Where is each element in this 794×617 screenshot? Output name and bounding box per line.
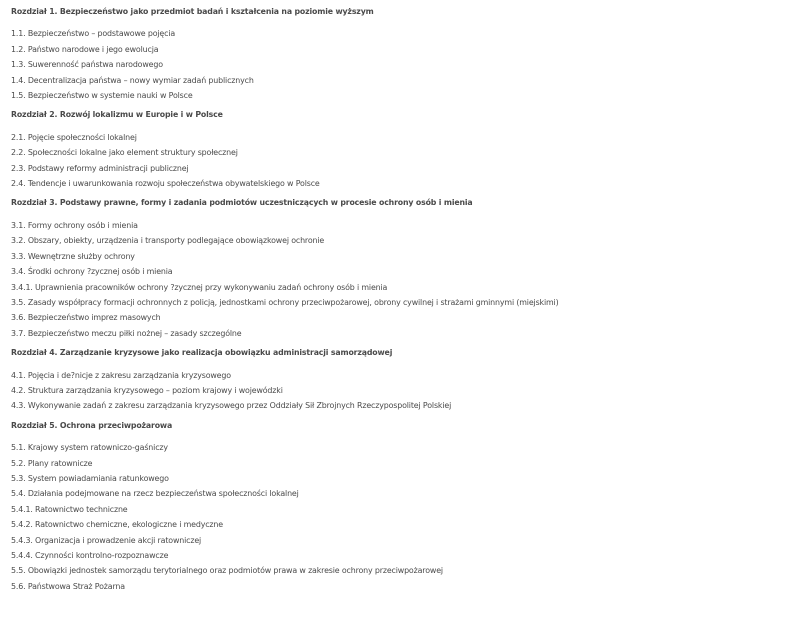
list-item: 5.4.4. Czynności kontrolno-rozpoznawcze — [11, 551, 169, 560]
chapter-item-list — [11, 130, 794, 192]
list-item: 5.4. Działania podejmowane na rzecz bezpieczeństwa społeczności lokalnej — [11, 489, 299, 499]
chapter-title: Rozdział 5. Ochrona przeciwpożarowa — [11, 420, 173, 430]
chapter-title: Rozdział 3. Podstawy prawne, formy i zadania podmiotów uczestniczących w procesie ochrony osób i mienia — [11, 198, 473, 208]
list-item: 5.5. Obowiązki jednostek samorządu terytorialnego oraz podmiotów prawa w zakresie ochrony przeciwpożarowej — [11, 566, 443, 576]
list-item: 3.5. Zasady współpracy formacji ochronnych z policją, jednostkami ochrony przeciwpożarowej, obrony cywilnej i strażami gminnymi (miejskimi) — [11, 297, 559, 307]
chapter-1 — [11, 4, 794, 103]
list-item: 5.4.1. Ratownictwo techniczne — [11, 504, 128, 514]
list-item: 5.1. Krajowy system ratowniczo-gaśniczy — [11, 443, 168, 453]
list-item: 3.6. Bezpieczeństwo imprez masowych — [11, 313, 161, 323]
list-item: 2.2. Społeczności lokalne jako element struktury społecznej — [11, 148, 238, 158]
list-item: 4.3. Wykonywanie zadań z zakresu zarządzania kryzysowego przez Oddziały Sił Zbrojnych Rzeczypospolitej Polskiej — [11, 401, 452, 411]
chapter-item-list — [11, 440, 794, 594]
list-item: 3.1. Formy ochrony osób i mienia — [11, 220, 138, 230]
chapter-3 — [11, 195, 794, 341]
list-item: 2.4. Tendencje i uwarunkowania rozwoju społeczeństwa obywatelskiego w Polsce — [11, 179, 320, 189]
list-item: 5.3. System powiadamiania ratunkowego — [11, 473, 169, 483]
list-item: 1.4. Decentralizacja państwa – nowy wymiar zadań publicznych — [11, 75, 254, 85]
chapter-title: Rozdział 2. Rozwój lokalizmu w Europie i w Polsce — [11, 110, 223, 120]
list-item: 5.2. Plany ratownicze — [11, 458, 93, 468]
list-item: 5.6. Państwowa Straż Pożarna — [11, 581, 125, 591]
list-item: 2.3. Podstawy reformy administracji publicznej — [11, 163, 189, 173]
list-item: 1.1. Bezpieczeństwo – podstawowe pojęcia — [11, 29, 176, 39]
list-item: 2.1. Pojęcie społeczności lokalnej — [11, 132, 137, 142]
chapter-2 — [11, 107, 794, 191]
list-item: 3.4. Środki ochrony ?zycznej osób i mienia — [11, 267, 173, 277]
list-item: 1.3. Suwerenność państwa narodowego — [11, 60, 163, 70]
list-item: 3.3. Wewnętrzne służby ochrony — [11, 251, 135, 261]
chapter-4 — [11, 345, 794, 414]
chapter-item-list — [11, 218, 794, 341]
chapter-title: Rozdział 1. Bezpieczeństwo jako przedmiot badań i kształcenia na poziomie wyższym — [11, 7, 374, 16]
list-item: 5.4.2. Ratownictwo chemiczne, ekologiczne i medyczne — [11, 520, 223, 530]
chapter-item-list — [11, 26, 794, 103]
list-item: 1.5. Bezpieczeństwo w systemie nauki w Polsce — [11, 91, 193, 101]
list-item: 3.4.1. Uprawnienia pracowników ochrony ?zycznej przy wykonywaniu zadań ochrony osób i mienia — [11, 282, 388, 292]
chapter-title: Rozdział 4. Zarządzanie kryzysowe jako realizacja obowiązku administracji samorządowej — [11, 348, 393, 358]
list-item: 3.2. Obszary, obiekty, urządzenia i transporty podlegające obowiązkowej ochronie — [11, 236, 325, 246]
chapter-item-list — [11, 368, 794, 414]
chapter-5 — [11, 418, 794, 594]
list-item: 3.7. Bezpieczeństwo meczu piłki nożnej – zasady szczególne — [11, 328, 242, 338]
list-item: 1.2. Państwo narodowe i jego ewolucja — [11, 44, 159, 54]
list-item: 4.1. Pojęcia i de?nicje z zakresu zarządzania kryzysowego — [11, 370, 231, 380]
list-item: 5.4.3. Organizacja i prowadzenie akcji ratowniczej — [11, 535, 202, 545]
list-item: 4.2. Struktura zarządzania kryzysowego – poziom krajowy i wojewódzki — [11, 385, 283, 395]
